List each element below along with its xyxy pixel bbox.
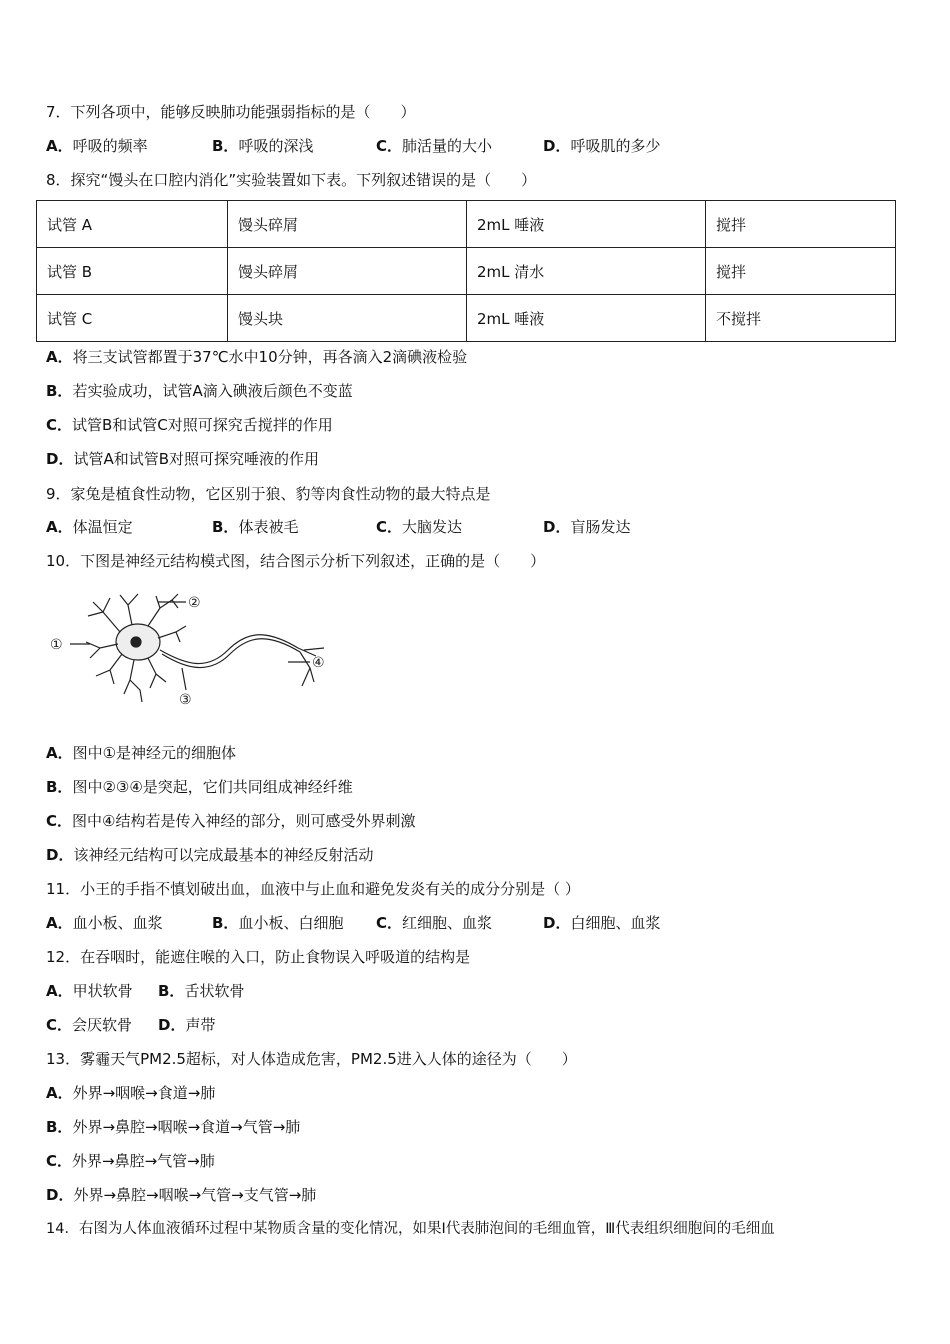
figure-label: ③ (179, 692, 192, 708)
q11-option-d: 白细胞、血浆 (570, 914, 661, 932)
q12-option-d: 声带 (185, 1016, 216, 1034)
option-text: 该神经元结构可以完成最基本的神经反射活动 (73, 846, 374, 864)
q12-option-b: 舌状软骨 (184, 982, 245, 1000)
neuron-diagram (48, 590, 338, 710)
q8-option-d (46, 449, 319, 469)
option-text: 试管B和试管C对照可探究舌搅拌的作用 (72, 416, 333, 434)
table-row (37, 295, 896, 342)
q11-stem: 11．小王的手指不慎划破出血，血液中与止血和避免发炎有关的成分分别是（ ） (46, 880, 580, 898)
q10-option-a (46, 743, 236, 763)
figure-label: ② (188, 595, 201, 611)
option-key: B． (46, 382, 73, 400)
option-text: 外界→咽喉→食道→肺 (72, 1084, 216, 1102)
q10-option-c (46, 811, 415, 831)
option-key: A． (46, 1084, 73, 1102)
q9-option-c-key: C． (376, 518, 403, 536)
table-cell: 搅拌 (706, 201, 896, 248)
q11-option-a: 血小板、血浆 (72, 914, 163, 932)
option-key: C． (46, 1152, 73, 1170)
q9-stem: 9．家兔是植食性动物，它区别于狼、豹等肉食性动物的最大特点是 (46, 485, 491, 503)
q13-stem: 13．雾霾天气PM2.5超标，对人体造成危害，PM2.5进入人体的途径为（ ） (46, 1050, 577, 1068)
q12-option-b-key: B． (158, 982, 185, 1000)
q13-option-c (46, 1151, 215, 1171)
q7-option-c: 肺活量的大小 (402, 137, 493, 155)
q12-stem: 12．在吞咽时，能遮住喉的入口，防止食物误入呼吸道的结构是 (46, 948, 471, 966)
q10-option-b (46, 777, 353, 797)
option-text: 将三支试管都置于37℃水中10分钟，再各滴入2滴碘液检验 (72, 348, 468, 366)
q11-option-a-key: A． (46, 914, 73, 932)
q13-option-a (46, 1083, 215, 1103)
q7-option-c-key: C． (376, 137, 403, 155)
q7-option-a: 呼吸的频率 (72, 137, 148, 155)
q11-option-c-key: C． (376, 914, 403, 932)
q7-options (46, 136, 660, 156)
q10-option-d (46, 845, 373, 865)
table-cell: 试管 A (37, 201, 228, 248)
option-text: 外界→鼻腔→咽喉→食道→气管→肺 (72, 1118, 301, 1136)
q7-option-b-key: B． (212, 137, 239, 155)
option-key: D． (46, 846, 74, 864)
q7-option-a-key: A． (46, 137, 73, 155)
q12-option-a-key: A． (46, 982, 73, 1000)
q7-stem: 7．下列各项中，能够反映肺功能强弱指标的是（ ） (46, 103, 416, 121)
option-key: C． (46, 416, 73, 434)
q11-option-b-key: B． (212, 914, 239, 932)
q12-options-ab (46, 981, 244, 1001)
option-key: A． (46, 348, 73, 366)
q8-option-a (46, 347, 467, 367)
option-key: B． (46, 1118, 73, 1136)
figure-label: ④ (312, 655, 325, 671)
q11-option-d-key: D． (543, 914, 571, 932)
table-cell: 馒头块 (228, 295, 467, 342)
option-key: C． (46, 812, 73, 830)
q14-stem: 14．右图为人体血液循环过程中某物质含量的变化情况，如果Ⅰ代表肺泡间的毛细血管，Ⅲ代表组织细胞间的毛细血 (46, 1221, 775, 1237)
option-key: D． (46, 1186, 74, 1204)
table-cell: 2mL 清水 (467, 248, 706, 295)
q9-option-c: 大脑发达 (402, 518, 463, 536)
q13-option-b (46, 1117, 300, 1137)
table-cell: 试管 C (37, 295, 228, 342)
q8-option-b (46, 381, 353, 401)
table-cell: 馒头碎屑 (228, 201, 467, 248)
q11-option-b: 血小板、白细胞 (238, 914, 344, 932)
option-text: 外界→鼻腔→气管→肺 (72, 1152, 215, 1170)
q7-option-d-key: D． (543, 137, 571, 155)
q9-option-d-key: D． (543, 518, 571, 536)
option-text: 图中①是神经元的细胞体 (72, 744, 237, 762)
experiment-table (36, 200, 896, 342)
q13-option-d (46, 1185, 316, 1205)
q12-option-c: 会厌软骨 (72, 1016, 133, 1034)
q7-option-d: 呼吸肌的多少 (570, 137, 661, 155)
option-text: 若实验成功，试管A滴入碘液后颜色不变蓝 (72, 382, 353, 400)
q9-option-a-key: A． (46, 518, 73, 536)
table-row (37, 248, 896, 295)
q7-option-b: 呼吸的深浅 (238, 137, 314, 155)
option-text: 图中②③④是突起，它们共同组成神经纤维 (72, 778, 353, 796)
figure-label: ① (50, 637, 63, 653)
table-cell: 2mL 唾液 (467, 295, 706, 342)
q12-option-d-key: D． (158, 1016, 186, 1034)
q9-option-b: 体表被毛 (238, 518, 299, 536)
q12-options-cd (46, 1015, 215, 1035)
table-cell: 2mL 唾液 (467, 201, 706, 248)
q9-option-d: 盲肠发达 (570, 518, 631, 536)
table-row (37, 201, 896, 248)
option-text: 试管A和试管B对照可探究唾液的作用 (73, 450, 320, 468)
q8-option-c (46, 415, 333, 435)
table-cell: 馒头碎屑 (228, 248, 467, 295)
table-cell: 搅拌 (706, 248, 896, 295)
table-cell: 试管 B (37, 248, 228, 295)
q12-option-a: 甲状软骨 (72, 982, 133, 1000)
q12-option-c-key: C． (46, 1016, 73, 1034)
option-text: 外界→鼻腔→咽喉→气管→支气管→肺 (73, 1186, 317, 1204)
option-key: D． (46, 450, 74, 468)
q9-options (46, 517, 630, 537)
q11-options (46, 913, 660, 933)
q10-stem: 10．下图是神经元结构模式图，结合图示分析下列叙述，正确的是（ ） (46, 552, 546, 570)
option-text: 图中④结构若是传入神经的部分，则可感受外界刺激 (72, 812, 416, 830)
q8-stem: 8．探究“馒头在口腔内消化”实验装置如下表。下列叙述错误的是（ ） (46, 171, 537, 189)
q9-option-b-key: B． (212, 518, 239, 536)
option-key: A． (46, 744, 73, 762)
table-cell: 不搅拌 (706, 295, 896, 342)
option-key: B． (46, 778, 73, 796)
q9-option-a: 体温恒定 (72, 518, 133, 536)
q11-option-c: 红细胞、血浆 (402, 914, 493, 932)
